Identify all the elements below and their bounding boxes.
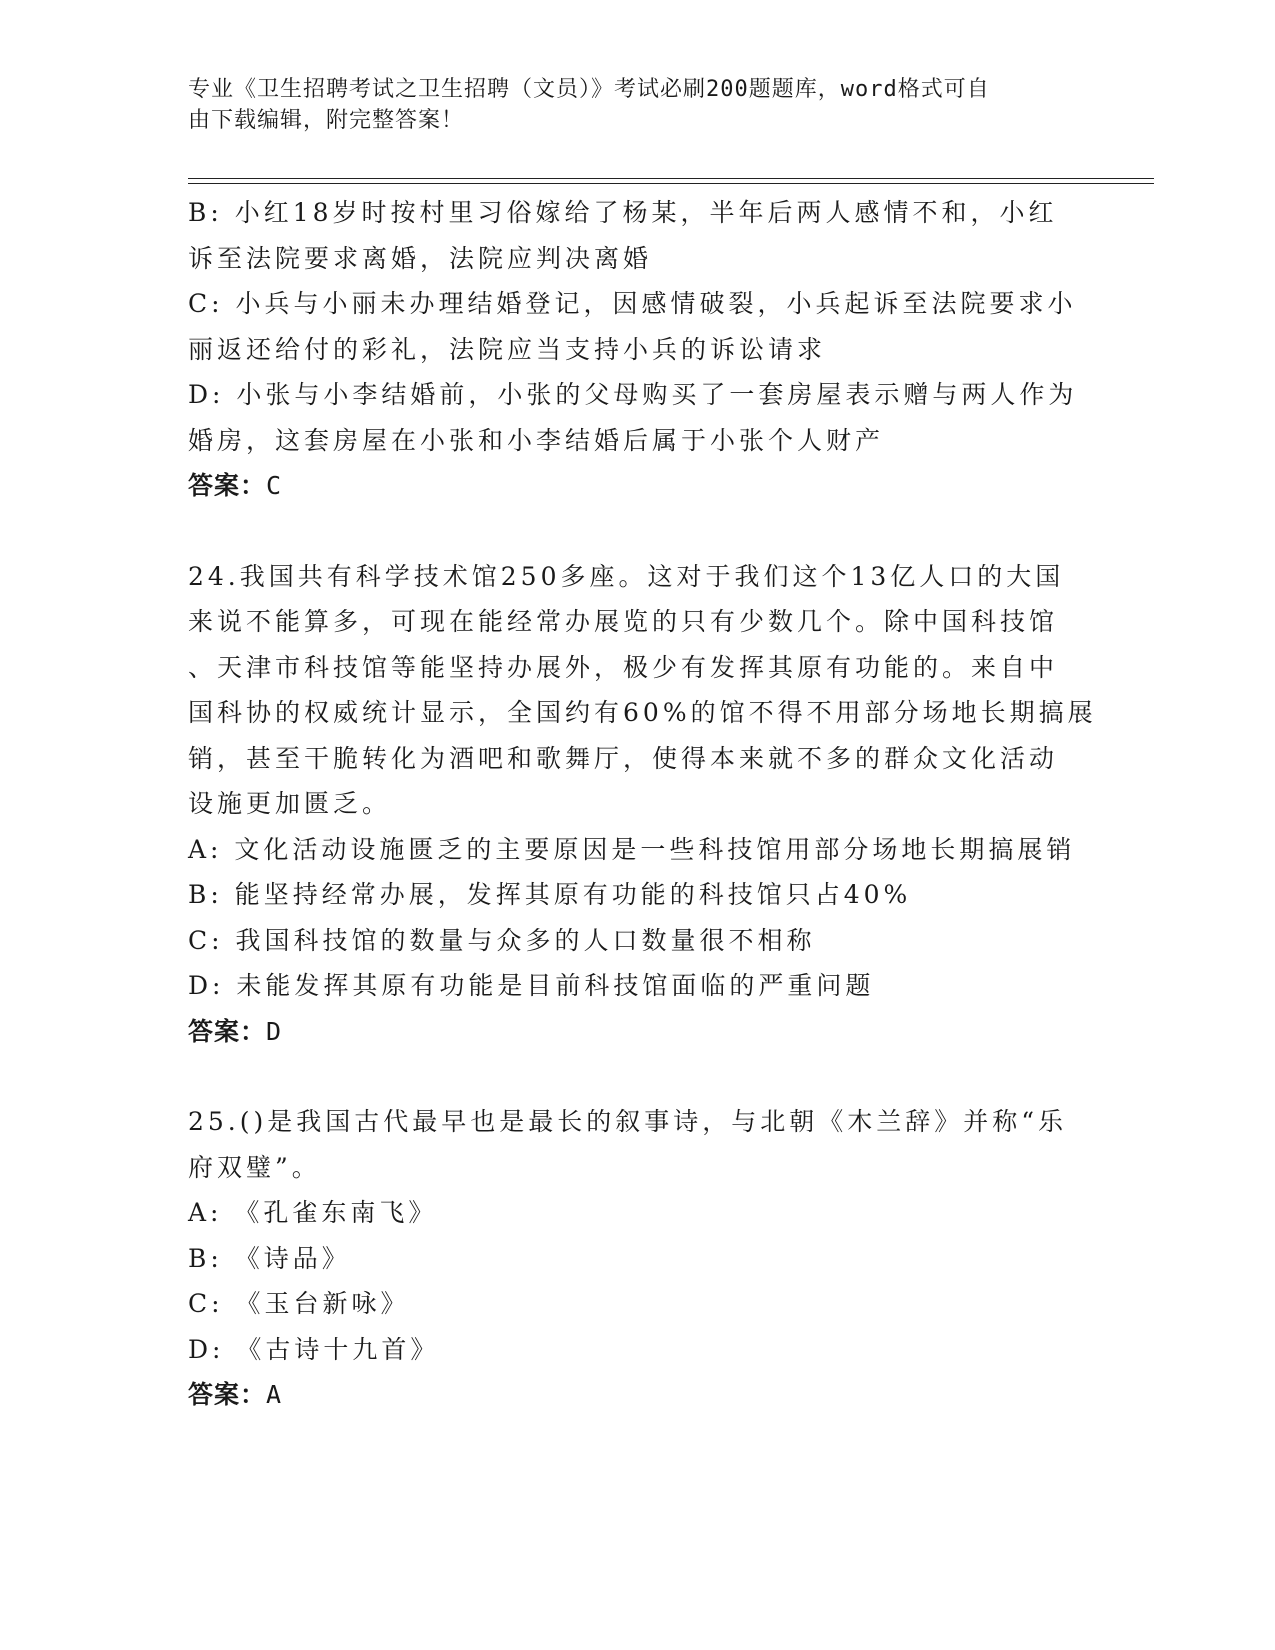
question-25 — [188, 1099, 1088, 1418]
option-b-line-1: B: 小红18岁时按村里习俗嫁给了杨某，半年后两人感情不和，小红 — [188, 198, 1058, 227]
option-d: D: 《古诗十九首》 — [188, 1334, 440, 1364]
question-24 — [188, 554, 1097, 1055]
question-23 — [188, 190, 1088, 509]
stem-line-2: 来说不能算多，可现在能经常办展览的只有少数几个。除中国科技馆 — [188, 607, 1059, 636]
answer-value: D — [266, 1016, 283, 1046]
answer-label: 答案： — [188, 1016, 267, 1046]
stem-line-5: 销，甚至干脆转化为酒吧和歌舞厅，使得本来就不多的群众文化活动 — [188, 743, 1059, 773]
answer-24 — [188, 1009, 1088, 1055]
option-d-line-1: D: 小张与小李结婚前，小张的父母购买了一套房屋表示赠与两人作为 — [188, 380, 1078, 409]
answer-23 — [188, 463, 1088, 509]
answer-value: C — [266, 471, 283, 500]
option-b-line-2: 诉至法院要求离婚，法院应判决离婚 — [188, 243, 653, 273]
page-header — [188, 74, 1088, 136]
header-divider-top — [188, 178, 1154, 179]
answer-label: 答案： — [188, 471, 267, 500]
option-c: C: 《玉台新咏》 — [188, 1289, 410, 1318]
option-b: B: 能坚持经常办展，发挥其原有功能的科技馆只占40% — [188, 880, 912, 909]
stem-line-4: 国科协的权威统计显示，全国约有60%的馆不得不用部分场地长期搞展 — [188, 698, 1097, 727]
question-spacer — [188, 1054, 1088, 1099]
option-d-line-2: 婚房，这套房屋在小张和小李结婚后属于小张个人财产 — [188, 425, 885, 455]
header-divider-bottom — [188, 183, 1154, 184]
answer-value: A — [266, 1380, 283, 1409]
answer-label: 答案： — [188, 1380, 267, 1409]
option-a: A: 《孔雀东南飞》 — [188, 1198, 438, 1227]
stem-line-6: 设施更加匮乏。 — [188, 789, 392, 818]
option-c-line-2: 丽返还给付的彩礼，法院应当支持小兵的诉讼请求 — [188, 334, 827, 364]
stem-line-2: 府双璧”。 — [188, 1152, 321, 1182]
option-c: C: 我国科技馆的数量与众多的人口数量很不相称 — [188, 925, 816, 955]
option-a: A: 文化活动设施匮乏的主要原因是一些科技馆用部分场地长期搞展销 — [188, 834, 1076, 864]
header-line-1: 专业《卫生招聘考试之卫生招聘（文员）》考试必刷200题题库，word格式可自 — [188, 77, 990, 102]
stem-line-3: 、天津市科技馆等能坚持办展外，极少有发挥其原有功能的。来自中 — [188, 652, 1059, 682]
option-b: B: 《诗品》 — [188, 1243, 351, 1273]
stem-line-1: 25.()是我国古代最早也是最长的叙事诗，与北朝《木兰辞》并称“乐 — [188, 1107, 1068, 1136]
option-c-line-1: C: 小兵与小丽未办理结婚登记，因感情破裂，小兵起诉至法院要求小 — [188, 289, 1077, 318]
question-content — [188, 190, 1097, 1418]
header-line-2: 由下载编辑，附完整答案！ — [188, 108, 465, 133]
answer-25 — [188, 1372, 1088, 1418]
question-spacer — [188, 509, 1088, 554]
option-d: D: 未能发挥其原有功能是目前科技馆面临的严重问题 — [188, 971, 875, 1000]
stem-line-1: 24.我国共有科学技术馆250多座。这对于我们这个13亿人口的大国 — [188, 561, 1065, 591]
